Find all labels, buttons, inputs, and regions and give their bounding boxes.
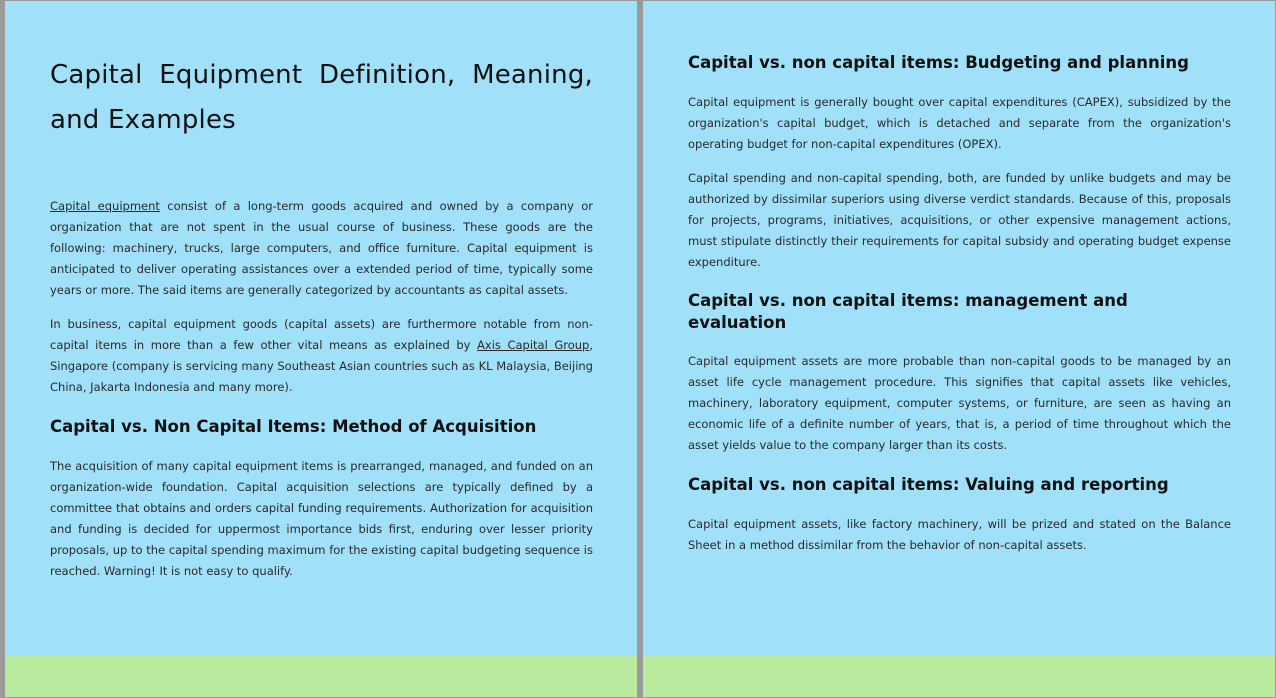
page-footer-band — [5, 655, 637, 697]
business-paragraph — [50, 314, 593, 398]
page-content — [688, 1, 1231, 556]
axis-capital-group-link[interactable]: Axis Capital Group — [477, 338, 590, 352]
capital-equipment-link[interactable]: Capital equipment — [50, 199, 160, 213]
document-title: Capital Equipment Definition, Meaning, and Examples — [50, 60, 593, 135]
document-page-left — [5, 1, 637, 697]
section-heading-budgeting: Capital vs. non capital items: Budgeting and planning — [688, 53, 1189, 72]
page-content — [50, 1, 593, 582]
management-paragraph: Capital equipment assets are more probable than non-capital goods to be managed by an asset life cycle management procedure. This signifies that capital assets like vehicles, machinery, laboratory equipment, computer systems, or furniture, are seen as having an economic life of a definite number of years, that is, a period of time throughout which the asset yields value to the company larger than its costs. — [688, 354, 1231, 452]
intro-paragraph — [50, 196, 593, 301]
valuing-paragraph: Capital equipment assets, like factory machinery, will be prized and stated on the Balance Sheet in a method dissimilar from the behavior of non-capital assets. — [688, 517, 1231, 552]
page-footer-band — [643, 655, 1275, 697]
section-heading-valuing: Capital vs. non capital items: Valuing and reporting — [688, 475, 1169, 494]
section-heading-acquisition: Capital vs. Non Capital Items: Method of Acquisition — [50, 417, 537, 436]
section-heading-management: Capital vs. non capital items: management and evaluation — [688, 291, 1128, 332]
budgeting-paragraph-1: Capital equipment is generally bought over capital expenditures (CAPEX), subsidized by the organization's capital budget, which is detached and separate from the organization's operating budget for non-capital expenditures (OPEX). — [688, 95, 1231, 151]
document-page-right — [643, 1, 1275, 697]
budgeting-paragraph-2: Capital spending and non-capital spending, both, are funded by unlike budgets and may be authorized by dissimilar superiors using diverse verdict standards. Because of this, proposals for projects, programs, initiatives, acquisitions, or other expensive management actions, must stipulate distinctly their requirements for capital subsidy and operating budget expense expenditure. — [688, 171, 1231, 269]
business-text-after: , Singapore (company is servicing many Southeast Asian countries such as KL Malaysia, Beijing China, Jakarta Indonesia and many more). — [50, 338, 593, 394]
intro-text: consist of a long-term goods acquired and owned by a company or organization that are not spent in the usual course of business. These goods are the following: machinery, trucks, large computers, and office furniture. Capital equipment is anticipated to deliver operating assistances over a extended period of time, typically some years or more. The said items are generally categorized by accountants as capital assets. — [50, 199, 593, 297]
acquisition-paragraph: The acquisition of many capital equipment items is prearranged, managed, and funded on an organization-wide foundation. Capital acquisition selections are typically defined by a committee that obtains and orders capital funding requirements. Authorization for acquisition and funding is decided for uppermost importance bids first, enduring over lesser priority proposals, up to the capital spending maximum for the existing capital budgeting sequence is reached. Warning! It is not easy to qualify. — [50, 459, 593, 578]
business-text-before: In business, capital equipment goods (capital assets) are furthermore notable from non-capital items in more than a few other vital means as explained by — [50, 317, 593, 352]
